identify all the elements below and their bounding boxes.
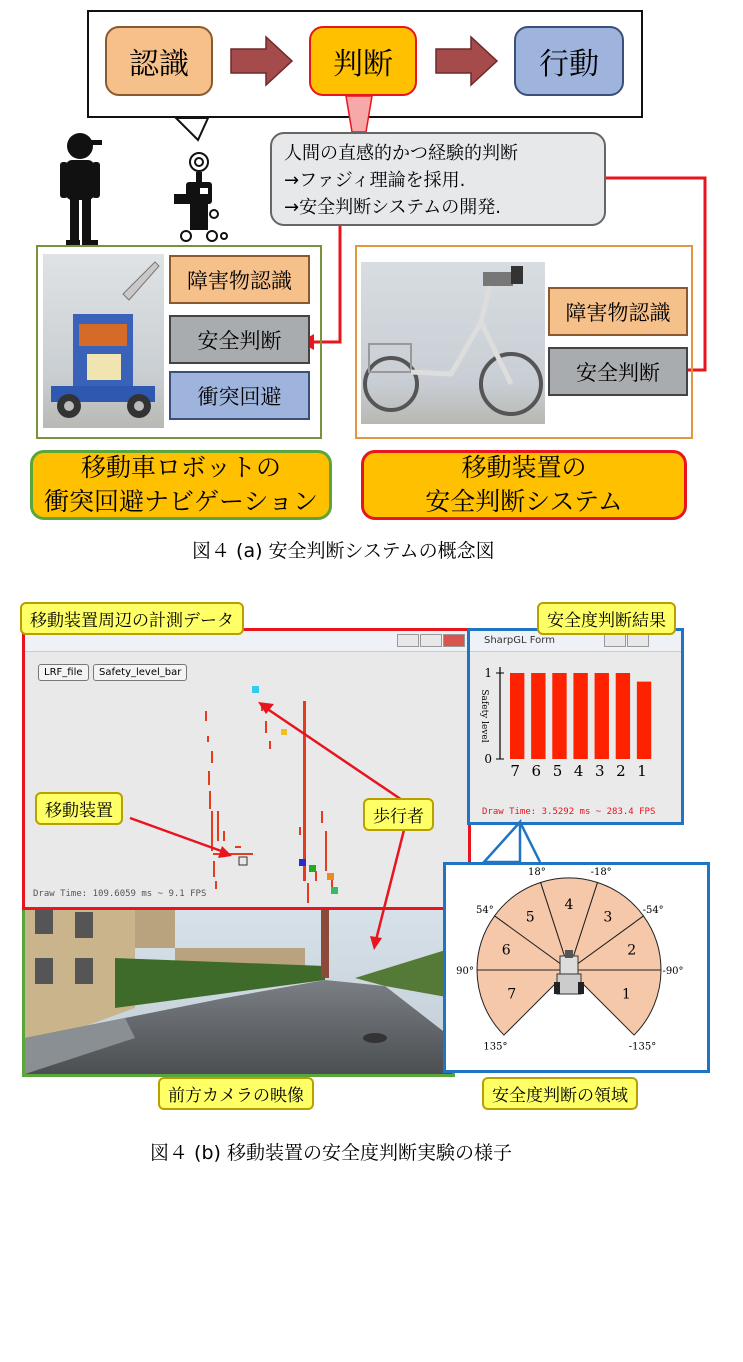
right-caption-box [361, 450, 687, 520]
angle-label: 54° [475, 904, 494, 916]
sector-label: 4 [564, 897, 574, 913]
left-caption-box [30, 450, 332, 520]
x-tick-label: 5 [552, 762, 563, 780]
left-avoidance-button: 衝突回避 [169, 371, 310, 420]
sector-7 [477, 970, 569, 1035]
safety-level-bar-button[interactable]: Safety_level_bar [93, 664, 187, 681]
sector-label: 3 [603, 909, 613, 926]
sector-label: 6 [501, 942, 511, 959]
x-tick-label: 4 [573, 762, 584, 780]
sector-label: 5 [525, 909, 535, 926]
robot-icon [174, 153, 227, 241]
label-measurement: 移動装置周辺の計測データ [20, 602, 244, 635]
angle-label: -135° [628, 1041, 657, 1053]
label-camera: 前方カメラの映像 [158, 1077, 314, 1110]
robot-photo-art [43, 254, 164, 428]
y-tick-label: 1 [484, 666, 492, 680]
arrow-right-icon [231, 37, 292, 85]
caption-line: 移動装置の [461, 453, 587, 482]
sector-label: 2 [627, 942, 637, 959]
y-tick-label: 0 [484, 752, 492, 766]
tricycle-photo-art [361, 262, 545, 424]
label-device: 移動装置 [35, 792, 123, 825]
x-tick-label: 6 [531, 762, 542, 780]
lrf-draw-time: Draw Time: 109.6059 ms ~ 9.1 FPS [33, 889, 207, 899]
lrf-file-button[interactable]: LRF_file [38, 664, 89, 681]
arrow-to-device [130, 818, 224, 852]
angle-label: -90° [662, 966, 684, 977]
bubble-line: →ファジィ理論を採用. [284, 170, 466, 191]
arrow-right-icon [436, 37, 497, 85]
angle-label: 18° [527, 867, 546, 879]
angle-label: 135° [483, 1041, 508, 1053]
figure-b-caption: 図４ (b) 移動装置の安全度判断実験の様子 [150, 1142, 512, 1164]
caption-line: 安全判断システム [425, 487, 623, 516]
zoom-connector [484, 822, 520, 862]
angle-label: -18° [590, 867, 612, 879]
bubble-line: 人間の直感的かつ経験的判断 [284, 143, 518, 164]
angle-label: -54° [642, 904, 664, 916]
x-tick-label: 2 [616, 762, 626, 780]
bar-title: SharpGL Form [484, 635, 555, 646]
caption-line: 衝突回避ナビゲーション [43, 487, 318, 516]
figure-b [0, 590, 743, 1180]
arrow-to-object [266, 708, 402, 800]
right-obstacle-button: 障害物認識 [548, 287, 688, 336]
sector-1 [569, 970, 661, 1035]
left-obstacle-button: 障害物認識 [169, 255, 310, 304]
bar-draw-time: Draw Time: 3.5292 ms ~ 283.4 FPS [482, 807, 656, 817]
approach-bubble [270, 132, 606, 226]
arrow-head-icon [218, 846, 232, 858]
step-action: 行動 [514, 26, 624, 96]
step-judgment: 判断 [309, 26, 417, 96]
sector-label: 7 [507, 986, 517, 1003]
y-axis-label: Safety level [479, 689, 489, 743]
sector-diagram [446, 865, 707, 1070]
step-recognition: 認識 [105, 26, 213, 96]
connector-down [346, 96, 372, 132]
label-safety-result: 安全度判断結果 [537, 602, 676, 635]
sector-label: 1 [621, 986, 631, 1003]
left-safety-button: 安全判断 [169, 315, 310, 364]
robot-photo [43, 254, 164, 428]
caption-line: 移動車ロボットの [80, 453, 281, 482]
figure-a-caption: 図４ (a) 安全判断システムの概念図 [192, 540, 495, 562]
label-pedestrian: 歩行者 [363, 798, 434, 831]
x-tick-label: 1 [637, 762, 647, 780]
label-region: 安全度判断の領域 [482, 1077, 638, 1110]
x-tick-label: 3 [594, 762, 605, 780]
region-panel [443, 862, 710, 1073]
right-safety-button: 安全判断 [548, 347, 688, 396]
arrow-to-pedestrian [376, 826, 405, 940]
figure-a [0, 0, 743, 570]
angle-label: 90° [456, 966, 474, 977]
human-icon [60, 133, 102, 245]
bubble-line: →安全判断システムの開発. [284, 197, 502, 218]
x-tick-label: 7 [510, 762, 520, 780]
tricycle-photo [361, 262, 545, 424]
bubble-tail [176, 118, 208, 140]
arrow-head-icon [370, 936, 382, 950]
